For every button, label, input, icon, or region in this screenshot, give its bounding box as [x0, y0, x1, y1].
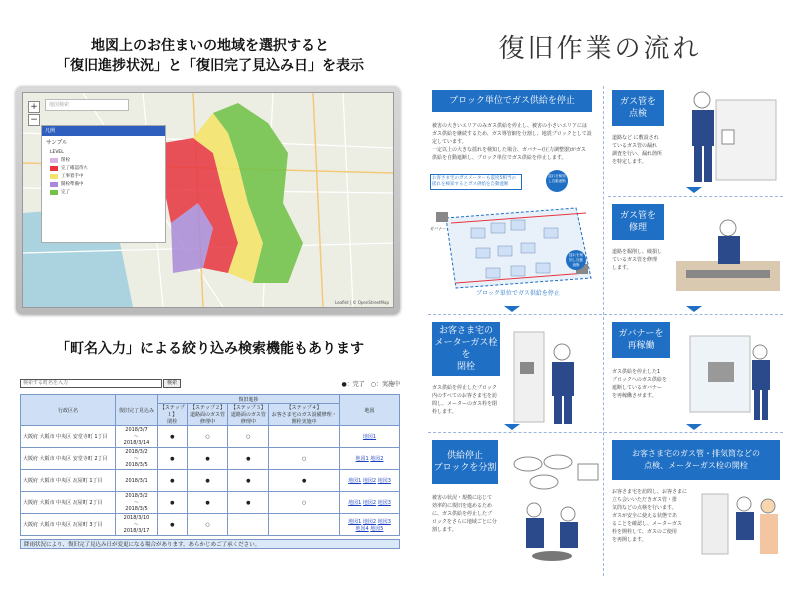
table-row: 大阪府 大阪市 中央区 安堂寺町 2丁目 2018/3/2 〜 2018/3/5 ● ● ● ○ 地図1 地図2	[21, 448, 400, 470]
legend-swatch	[50, 174, 58, 179]
map-caption-line2: 「復旧進捗状況」と「復旧完了見込み日」を表示	[56, 58, 364, 74]
legend-item: 完了	[50, 188, 165, 196]
zoom-out-button[interactable]: −	[28, 114, 40, 126]
step-ブロック-header: ブロック単位でガス供給を停止	[432, 90, 592, 112]
legend-swatch	[50, 182, 58, 187]
worker-governor-illustration	[680, 322, 780, 426]
worker-split-illustration	[504, 444, 600, 566]
badge-icon: 揺れを検知し自動遮断	[566, 250, 586, 270]
legend-item: 完了確認待ち	[50, 164, 165, 172]
col-date-header: 復旧完了見込み	[116, 395, 158, 426]
step2-header: 【ステップ２】 道路面のガス管修理中	[187, 404, 228, 426]
notice-bar: 降雨状況により、復旧完了見込み日が変更になる場合があります。あらかじめご了承ください。	[20, 539, 400, 549]
step-inspect-header: ガス管を 点検	[612, 90, 664, 126]
map-caption-line1: 地図上のお住まいの地域を選択すると	[91, 38, 329, 54]
step4-header: 【ステップ４】 お客さま宅のガス設備修理・開栓実施中	[269, 404, 340, 426]
down-arrow-icon	[686, 306, 702, 312]
col-progress-header: 復旧進捗	[158, 395, 340, 404]
down-arrow-icon	[504, 306, 520, 312]
step-governor-header: ガバナーを 再稼働	[612, 322, 670, 358]
progress-table	[20, 394, 400, 536]
map-link[interactable]: 地図2	[370, 456, 384, 462]
flow-title: 復旧作業の流れ	[498, 34, 702, 64]
step5-text: ガス供給を停止した1 ブロックへのガス供給を 遮断しているガバナー を再稼働させます。	[612, 369, 667, 399]
step4-text: ガス供給を停止したブロック 内のすべてのお客さま宅を訪 問し、メーターのガス栓を閉 栓します。	[432, 385, 498, 415]
step1-header: 【ステップ１】 閉栓	[158, 404, 188, 426]
step2-text: 道路など に敷設され ているガス管の漏れ 調査を行い、漏れ箇所 を特定します。	[612, 135, 663, 165]
step-repair-header: ガス管を 修理	[612, 204, 664, 240]
legend-panel-header: 凡例	[42, 126, 165, 136]
step-close-header: お客さま宅の メーターガス栓を 閉栓	[432, 322, 500, 376]
map-link[interactable]: 地図2	[362, 518, 377, 525]
step6-text: 被害の状況・規模に応じて 効率的に復旧を進めるため に、ガス供給を停止したブ ロックをさらに地域ごとに分 割します。	[432, 495, 497, 533]
governor-label: ガバナー	[430, 226, 446, 231]
map-link[interactable]: 地図3	[377, 478, 391, 484]
down-arrow-icon	[686, 424, 702, 430]
governor-icon	[436, 212, 448, 222]
flow-divider	[428, 432, 783, 433]
map-link[interactable]: 地図4	[355, 525, 369, 532]
status-legend: ●：完了 ○：実施中	[341, 380, 400, 388]
map-link[interactable]: 地図1	[355, 456, 369, 462]
map-link[interactable]: 地図2	[362, 500, 377, 506]
legend-item: 開栓準備中	[50, 180, 165, 188]
step3-header: 【ステップ３】 道路面のガス管修理中	[228, 404, 269, 426]
map-search-input[interactable]: 地図検索	[45, 99, 129, 111]
legend-swatch	[50, 190, 58, 195]
town-search-button[interactable]: 検索	[163, 379, 181, 388]
legend-panel-sub: サンプル	[46, 140, 68, 146]
down-arrow-icon	[686, 187, 702, 193]
map-caption	[12, 36, 408, 76]
legend-list	[42, 148, 165, 196]
table-row: 大阪府 大阪市 中央区 安堂寺町 1丁目 2018/3/7 〜 2018/3/14 ● ○ ○ 地図1	[21, 426, 400, 448]
flow-divider	[603, 86, 604, 576]
legend-title: LEVEL	[50, 149, 64, 155]
map-link[interactable]: 地図2	[362, 478, 377, 484]
block-diagram	[426, 168, 604, 304]
search-caption: 「町名入力」による絞り込み検索機能もあります	[56, 341, 364, 357]
map-link[interactable]: 地図3	[377, 500, 391, 506]
step7-text: お客さま宅を訪問し、お客さまに 立ち会いいただきガス管・排 気筒などの点検を行います。 ガスが安全に使える状態であ ることを確認し、メーターガス 栓を開栓して、ガスのご使用 を再開します。	[612, 489, 688, 543]
legend-item: 工事着手中	[50, 172, 165, 180]
progress-table-area	[20, 378, 400, 549]
map-frame	[16, 86, 400, 314]
badge-icon: 揺れを検知し自動遮断	[546, 170, 568, 192]
zoom-in-button[interactable]: +	[28, 101, 40, 113]
worker-reopen-illustration	[696, 484, 782, 574]
worker-repair-illustration	[676, 206, 780, 306]
worker-meter-illustration	[506, 322, 598, 426]
legend-swatch	[50, 166, 58, 171]
block-caption: ブロック単位でガス供給を停止	[476, 290, 560, 297]
worker-inspect-illustration	[676, 80, 780, 192]
legend-swatch	[50, 158, 58, 163]
map-link[interactable]: 地図1	[348, 500, 362, 506]
down-arrow-icon	[504, 424, 520, 430]
legend-item: 閉栓	[50, 156, 165, 164]
meter-note: お客さま宅のガスメーターも震度5相当の揺れを検知するとガス供給を自動遮断	[430, 174, 522, 190]
step1-text: 被害の大きいエリアのみガス供給を停止し、被害の小さいエリアには ガス供給を継続するため、ガス導管網を分割し、地震ブロックとして設 定しています。 一定以上の大きな揺れを検知した場合、ガバナー(圧力調整器)がガス 供給を自動遮断し、ブロック単位でガス供給を停止します。	[432, 123, 592, 161]
step-split-header: 供給停止 ブロックを分割	[432, 440, 498, 484]
map-view[interactable]	[22, 92, 394, 308]
flow-divider	[608, 196, 783, 197]
step-reopen-header: お客さま宅のガス管・排気筒などの 点検、メーターガス栓の開栓	[612, 440, 780, 480]
table-row: 大阪府 大阪市 中央区 瓦屋町 1丁目 2018/3/1 ● ● ● ● 地図1 地図2 地図3	[21, 470, 400, 492]
col-map-header: 地図	[340, 395, 400, 426]
table-row: 大阪府 大阪市 中央区 瓦屋町 3丁目 2018/3/10 〜 2018/3/17 ● ○ 地図1 地図2 地図3 地図4 地図5	[21, 514, 400, 536]
legend-panel	[41, 125, 166, 243]
step3-text: 道路を掘削し、破損し ているガス管を修理 します。	[612, 249, 663, 271]
map-link[interactable]: 地図1	[348, 518, 362, 525]
flow-divider	[428, 314, 783, 315]
map-link[interactable]: 地図1	[348, 478, 362, 484]
col-area-header: 行政区名	[21, 395, 116, 426]
table-row: 大阪府 大阪市 中央区 瓦屋町 2丁目 2018/3/2 〜 2018/3/5 ● ● ● ○ 地図1 地図2 地図3	[21, 492, 400, 514]
map-link[interactable]: 地図5	[370, 525, 384, 532]
map-link[interactable]: 地図1	[362, 434, 377, 440]
town-search-row	[20, 378, 400, 388]
map-link[interactable]: 地図3	[377, 518, 391, 525]
map-attribution: Leaflet | © OpenStreetMap	[334, 300, 389, 305]
town-search-input[interactable]: 検索する町名を入力	[20, 379, 162, 388]
